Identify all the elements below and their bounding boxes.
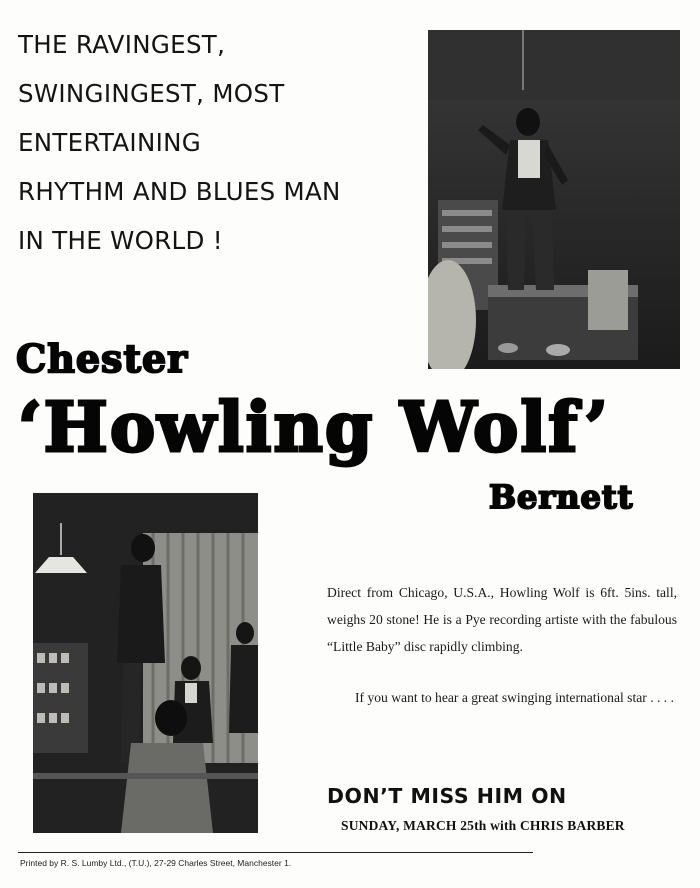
tagline-line-3: ENTERTAINING — [18, 128, 202, 157]
printer-credit: Printed by R. S. Lumby Ltd., (T.U.), 27-29 Charles Street, Manchester 1. — [20, 858, 292, 868]
performer-standing-on-piano-photo — [428, 30, 680, 369]
nickname-headline: ‘Howling Wolf’ — [18, 388, 611, 468]
tagline-line-2: SWINGINGEST, MOST — [18, 79, 285, 108]
first-name: Chester — [16, 336, 189, 381]
surname: Bernett — [489, 478, 634, 516]
call-to-action-headline: DON’T MISS HIM ON — [327, 784, 567, 808]
tagline-line-5: IN THE WORLD ! — [18, 226, 223, 255]
tagline-line-1: THE RAVINGEST, — [18, 30, 226, 59]
event-date-line: SUNDAY, MARCH 25th with CHRIS BARBER — [341, 818, 625, 833]
performer-with-band-photo — [33, 493, 258, 833]
invitation-text: If you want to hear a great swinging international star . . . . — [355, 690, 674, 705]
tagline-line-4: RHYTHM AND BLUES MAN — [18, 177, 341, 206]
tagline — [18, 20, 418, 265]
footer-divider — [18, 852, 533, 853]
invitation-paragraph — [327, 684, 677, 711]
intro-paragraph: Direct from Chicago, U.S.A., Howling Wolf is 6ft. 5ins. tall, weighs 20 stone! He is a Pye recording artiste with the fabulous “Little Baby” disc rapidly climbing. — [327, 585, 677, 654]
